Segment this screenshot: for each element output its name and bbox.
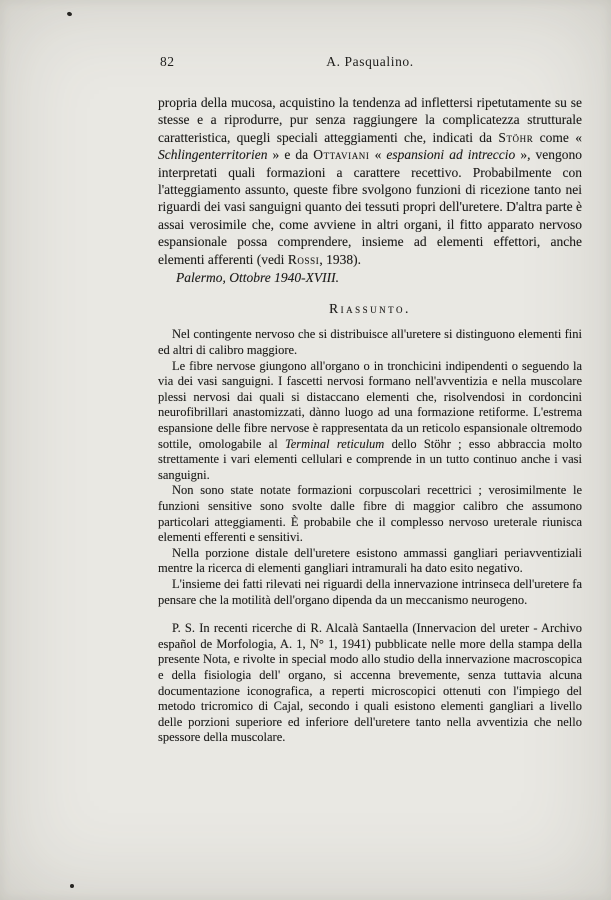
text-segment: propria della mucosa, acquistino la tendenza ad inflettersi ripetutamente su se stesse e a riprodurre, pur senza raggiungere la complicatezza strutturale caratteristica, quegli speciali atteggiamenti che, indicati da [158,95,582,145]
text-segment: dello Stöhr ; esso abbraccia molto strettamente i vari elementi cellulari e comprende in un tutto continuo anche i vasi sanguigni. [158,436,582,482]
text-segment: Non sono state notate formazioni corpuscolari recettrici ; verosimilmente le funzioni sensitive sono svolte dalle fibre di maggior calibro che assumono particolari atteggiamenti. È probabile che il complesso nervoso ureterale riunisca elementi efferenti e sensitivi. [158,483,582,545]
continuation-paragraph [158,94,582,268]
riassunto-heading: Riassunto. [329,301,411,317]
scan-speck [70,884,74,888]
summary-paragraph-3 [158,483,582,545]
summary-paragraph-5 [158,577,582,608]
summary-paragraph-1 [158,327,582,358]
text-segment: », vengono interpretati quali formazioni a carattere recettivo. Probabilmente con l'atteggiamento assunto, queste fibre svolgono funzioni di ricezione tanto nei riguardi dei vasi sanguigni quanto dei tessuti propri dell'uretere. D'altra parte è assai verosimile che, come avviene in altri organi, il fitto apparato nervoso espansionale possa comprendere, insieme ad elementi effettori, anche elementi afferenti (vedi [158,147,583,267]
dateline: Palermo, Ottobre 1940-XVIII. [176,270,339,286]
text-segment: Stöhr [498,129,534,145]
text-segment: » e da [267,147,314,163]
text-segment: Rossi [287,251,320,267]
scan-speck [66,11,72,16]
text-segment: Schlingenterritorien [158,147,268,163]
text-segment: come « [533,129,582,145]
text-segment: , 1938). [319,251,361,267]
text-segment: Nella porzione distale dell'uretere esistono ammassi gangliari periavventiziali mentre la ricerca di elementi gangliari intramurali ha dato esito negativo. [158,545,582,576]
summary-paragraph-2 [158,359,582,484]
text-segment: Ottaviani [313,147,370,163]
text-segment: espansioni ad intreccio [386,147,516,163]
text-segment: P. S. In recenti ricerche di R. Alcalà Santaella (Innervacion del ureter - Archivo español de Morfologia, A. 1, N° 1, 1941) pubblicate nelle more della stampa della presente Nota, e rivolte in special modo allo studio della innervazione macroscopica e della fisiologia dell' organo, si accenna brevemente, senza tuttavia alcuna documentazione iconografica, a reperti microscopici ottenuti con l'impiego del metodo tricromico di Cajal, secondo i quali esistono elementi gangliari a livello delle porzioni superiore ed inferiore dell'uretere tanto nella avventizia che nello spessore della muscolare. [158,621,582,745]
postscript-paragraph [158,621,582,746]
running-header [158,54,582,71]
summary-paragraph-4 [158,546,582,577]
text-segment: L'insieme dei fatti rilevati nei riguardi della innervazione intrinseca dell'uretere fa pensare che la motilità dell'organo dipenda da un meccanismo neurogeno. [158,576,582,607]
page-text-block [158,54,582,746]
text-segment: « [369,147,387,163]
text-segment: Nel contingente nervoso che si distribuisce all'uretere si distinguono elementi fini ed altri di calibro maggiore. [158,327,582,358]
text-segment: Le fibre nervose giungono all'organo o in tronchicini indipendenti o seguendo la via dei vasi sanguigni. I fascetti nervosi formano nell'avventizia e nella muscolare plessi nervosi dai quali si distaccano elementi che, risolvendosi in cordoncini neurofibrillari anastomizzati, dànno luogo ad una formazione retiforme. L'estrema espansione delle fibre nervose è rappresentata da un reticolo espansionale oltremodo sottile, omologabile al [158,358,582,451]
page-number: 82 [160,54,175,69]
text-segment: Terminal reticulum [284,436,385,451]
running-head-author: A. Pasqualino. [326,54,414,69]
